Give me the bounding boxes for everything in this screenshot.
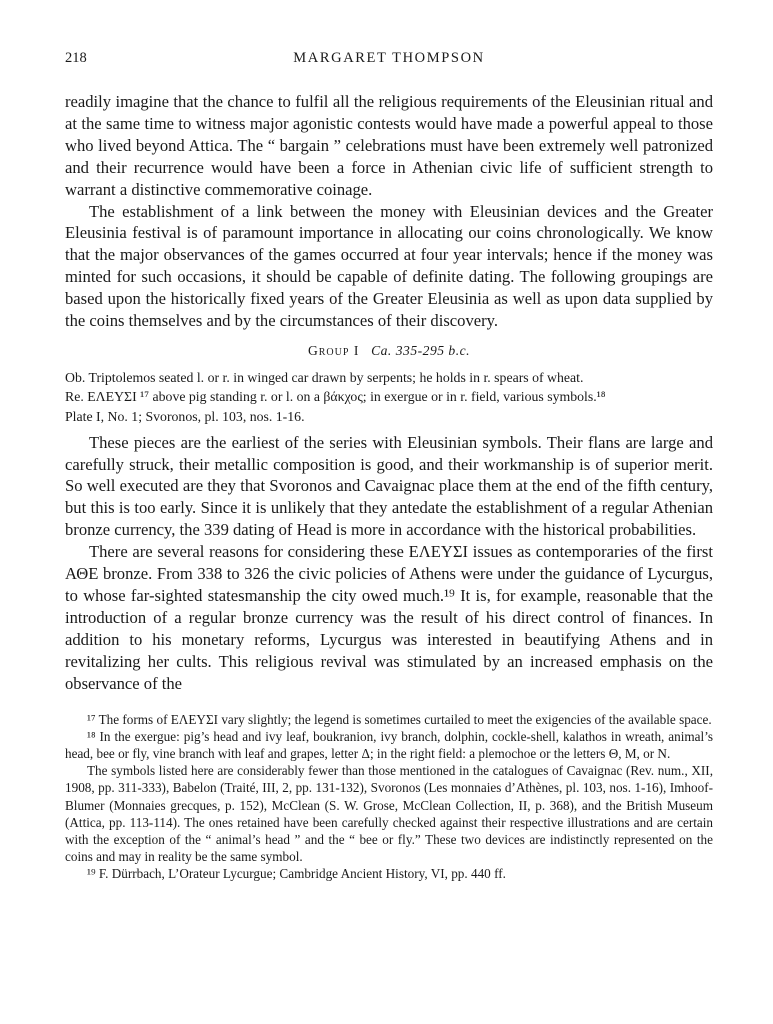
footnote-18: ¹⁸ In the exergue: pig’s head and ivy leaf, boukranion, ivy branch, dolphin, cockle-shell, kalathos in wreath, animal’s head, bee or fly, vine branch with leaf and grapes, letter Δ; in the right field: a plemochoe or the letters Θ, Μ, or Ν. [65, 728, 713, 761]
group-date: Ca. 335-295 b.c. [371, 342, 471, 358]
footnote-19: ¹⁹ F. Dürrbach, L’Orateur Lycurgue; Cambridge Ancient History, VI, pp. 440 ff. [87, 866, 506, 882]
paragraph-2: The establishment of a link between the money with Eleusinian devices and the Greater Eleusinia festival is of paramount importance in allocating our coins chronologically. We know that the major observances of the games occurred at four year intervals; hence if the money was minted for such occasions, it should be capable of definite dating. The following groupings are based upon the historically fixed years of the Greater Eleusinia as well as upon data supplied by the coins themselves and by the circumstances of their discovery. [65, 201, 713, 331]
group-label: Group I [307, 342, 360, 358]
paragraph-4: There are several reasons for considering these ΕΛΕΥΣΙ issues as contemporaries of the first ΑΘΕ bronze. From 338 to 326 the civic policies of Athens were under the guidance of Lycurgus, to whose far-sighted statesmanship the city owed much.¹⁹ It is, for example, reasonable that the introduction of a regular bronze currency was the result of his direct control of finances. In addition to his monetary reforms, Lycurgus was interested in beautifying Athens and in revitalizing her cults. This religious revival was stimulated by an increased emphasis on the observance of the [65, 542, 713, 693]
group-heading [65, 340, 713, 362]
paragraph-3: These pieces are the earliest of the series with Eleusinian symbols. Their flans are large and carefully struck, their metallic composition is good, and their workmanship is of superior merit. So well executed are they that Svoronos and Cavaignac place them at the end of the fifth century, but this is too early. Since it is unlikely that they antedate the establishment of a regular Athenian bronze currency, the 339 dating of Head is more in accordance with the historical probabilities. [65, 432, 713, 540]
page [65, 50, 713, 883]
running-title: MARGARET THOMPSON [293, 50, 485, 66]
footnote-18-continued: The symbols listed here are considerably fewer than those mentioned in the catalogues of Cavaignac (Rev. num., XII, 1908, pp. 311-333), Babelon (Traité, III, 2, pp. 131-132), Svoronos (Les monnaies d’Athènes, pl. 103, nos. 1-16), Imhoof-Blumer (Monnaies grecques, p. 152), McClean (S. W. Grose, McClean Collection, II, p. 368), and the British Museum (Attica, pp. 113-114). The ones retained have been carefully checked against their respective illustrations and are certain with the exception of the “ animal’s head ” and the “ bee or fly.” These two devices are indistinctly represented on the coins and may in reality be the same symbol. [65, 763, 713, 865]
catalog-plate: Plate I, No. 1; Svoronos, pl. 103, nos. 1-16. [65, 409, 305, 425]
page-number: 218 [65, 50, 87, 66]
footnotes [65, 711, 713, 883]
paragraph-1: readily imagine that the chance to fulfil all the religious requirements of the Eleusinian ritual and at the same time to witness major agonistic contests would have made a powerful appeal to those who lived beyond Attica. The “ bargain ” celebrations must have been extremely well patronized and their recurrence would have been a force in Athenian civic life of sufficient strength to warrant a distinctive commemorative coinage. [65, 92, 713, 199]
main-text [65, 91, 713, 695]
footnote-17: ¹⁷ The forms of ΕΛΕΥΣΙ vary slightly; the legend is sometimes curtailed to meet the exigencies of the available space. [87, 711, 712, 727]
catalog-obverse: Ob. Triptolemos seated l. or r. in winged car drawn by serpents; he holds in r. spears of wheat. [65, 369, 584, 385]
catalog-reverse: Re. ΕΛΕΥΣΙ ¹⁷ above pig standing r. or l. on a βάκχος; in exergue or in r. field, various symbols.¹⁸ [65, 389, 606, 405]
page-header [65, 50, 713, 74]
catalog-entry [65, 368, 713, 427]
